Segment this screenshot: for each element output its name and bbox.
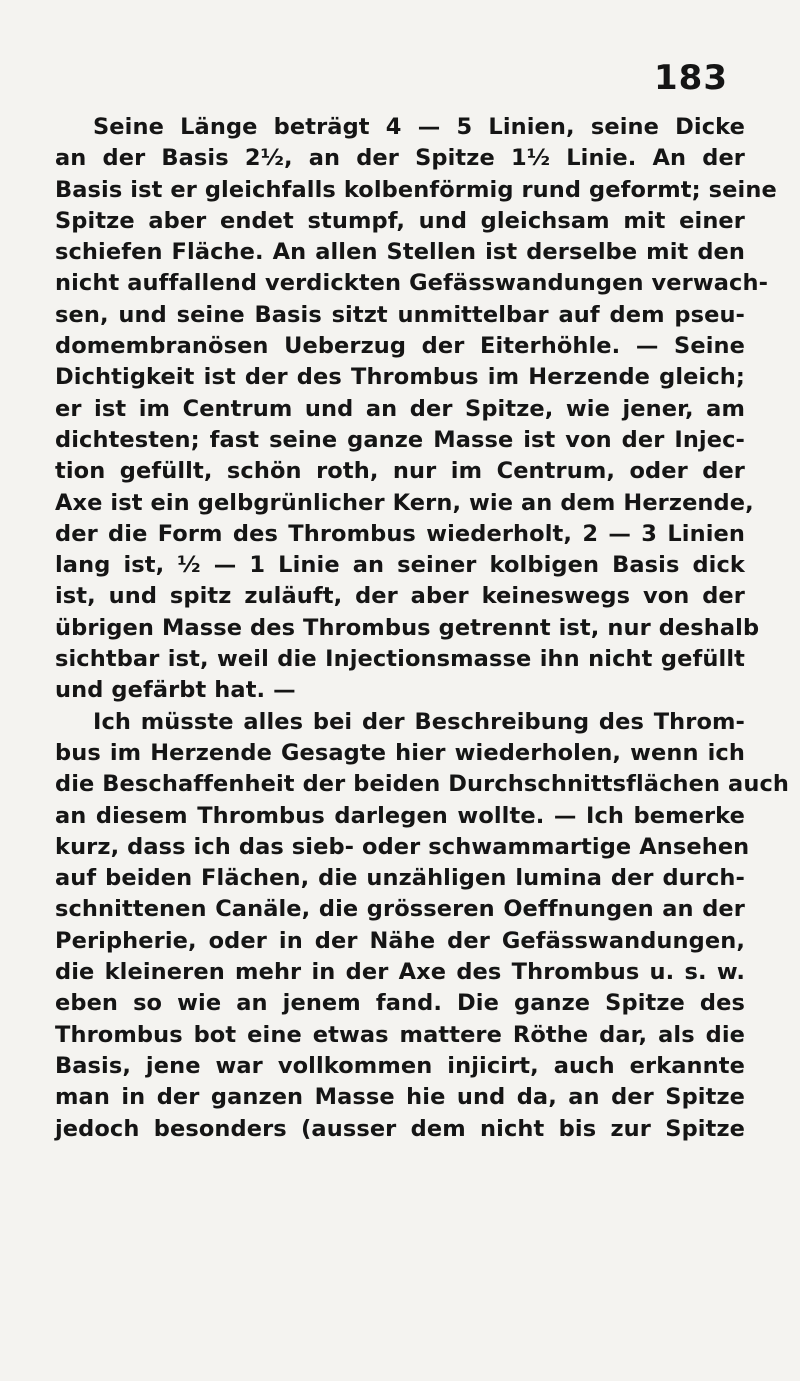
text-line: Peripherie, oder in der Nähe der Gefässwandungen, [55, 927, 745, 954]
text-line: nicht auffallend verdickten Gefässwandungen verwach- [55, 270, 769, 297]
text-line: Basis, jene war vollkommen injicirt, auch erkannte [55, 1052, 745, 1079]
text-line: der die Form des Thrombus wiederholt, 2 — 3 Linien [55, 520, 745, 547]
text-line: an diesem Thrombus darlegen wollte. — Ich bemerke [55, 802, 745, 829]
text-line: jedoch besonders (ausser dem nicht bis zur Spitze [55, 1115, 745, 1142]
text-line: tion gefüllt, schön roth, nur im Centrum, oder der [55, 458, 745, 485]
text-line: domembranösen Ueberzug der Eiterhöhle. — Seine [55, 333, 745, 360]
paragraph-2 [55, 707, 790, 1145]
text-line: Spitze aber endet stumpf, und gleichsam mit einer [55, 207, 745, 234]
text-line: an der Basis 2½, an der Spitze 1½ Linie. An der [55, 145, 745, 172]
text-line: schnittenen Canäle, die grösseren Oeffnungen an der [55, 896, 745, 923]
text-line: lang ist, ½ — 1 Linie an seiner kolbigen Basis dick [55, 552, 745, 579]
text-line: sichtbar ist, weil die Injectionsmasse ihn nicht gefüllt [55, 646, 745, 673]
text-line: schiefen Fläche. An allen Stellen ist derselbe mit den [55, 239, 745, 266]
text-line: Ich müsste alles bei der Beschreibung des Throm- [93, 708, 745, 735]
text-line: sen, und seine Basis sitzt unmittelbar auf dem pseu- [55, 301, 745, 328]
text-line: bus im Herzende Gesagte hier wiederholen, wenn ich [55, 739, 745, 766]
text-line: man in der ganzen Masse hie und da, an der Spitze [55, 1084, 745, 1111]
text-line: kurz, dass ich das sieb- oder schwammartige Ansehen [55, 833, 750, 860]
text-line: Axe ist ein gelbgrünlicher Kern, wie an dem Herzende, [55, 489, 754, 516]
text-line: Basis ist er gleichfalls kolbenförmig rund geformt; seine [55, 176, 777, 203]
text-line: auf beiden Flächen, die unzähligen lumina der durch- [55, 865, 745, 892]
text-line: ist, und spitz zuläuft, der aber keineswegs von der [55, 583, 745, 610]
text-line: dichtesten; fast seine ganze Masse ist von der Injec- [55, 426, 745, 453]
text-line: die Beschaffenheit der beiden Durchschnittsflächen auch [55, 771, 790, 798]
text-line: Thrombus bot eine etwas mattere Röthe dar, als die [55, 1021, 745, 1048]
text-line: Dichtigkeit ist der des Thrombus im Herzende gleich; [55, 364, 745, 391]
body-text [55, 112, 790, 1145]
text-line: und gefärbt hat. — [55, 677, 296, 704]
text-line: eben so wie an jenem fand. Die ganze Spitze des [55, 990, 745, 1017]
text-line: übrigen Masse des Thrombus getrennt ist, nur deshalb [55, 614, 760, 641]
text-line: die kleineren mehr in der Axe des Thrombus u. s. w. [55, 959, 745, 986]
paragraph-1 [55, 112, 777, 707]
text-line: er ist im Centrum und an der Spitze, wie jener, am [55, 395, 745, 422]
page-number: 183 [654, 58, 728, 98]
text-line: Seine Länge beträgt 4 — 5 Linien, seine Dicke [93, 114, 745, 140]
